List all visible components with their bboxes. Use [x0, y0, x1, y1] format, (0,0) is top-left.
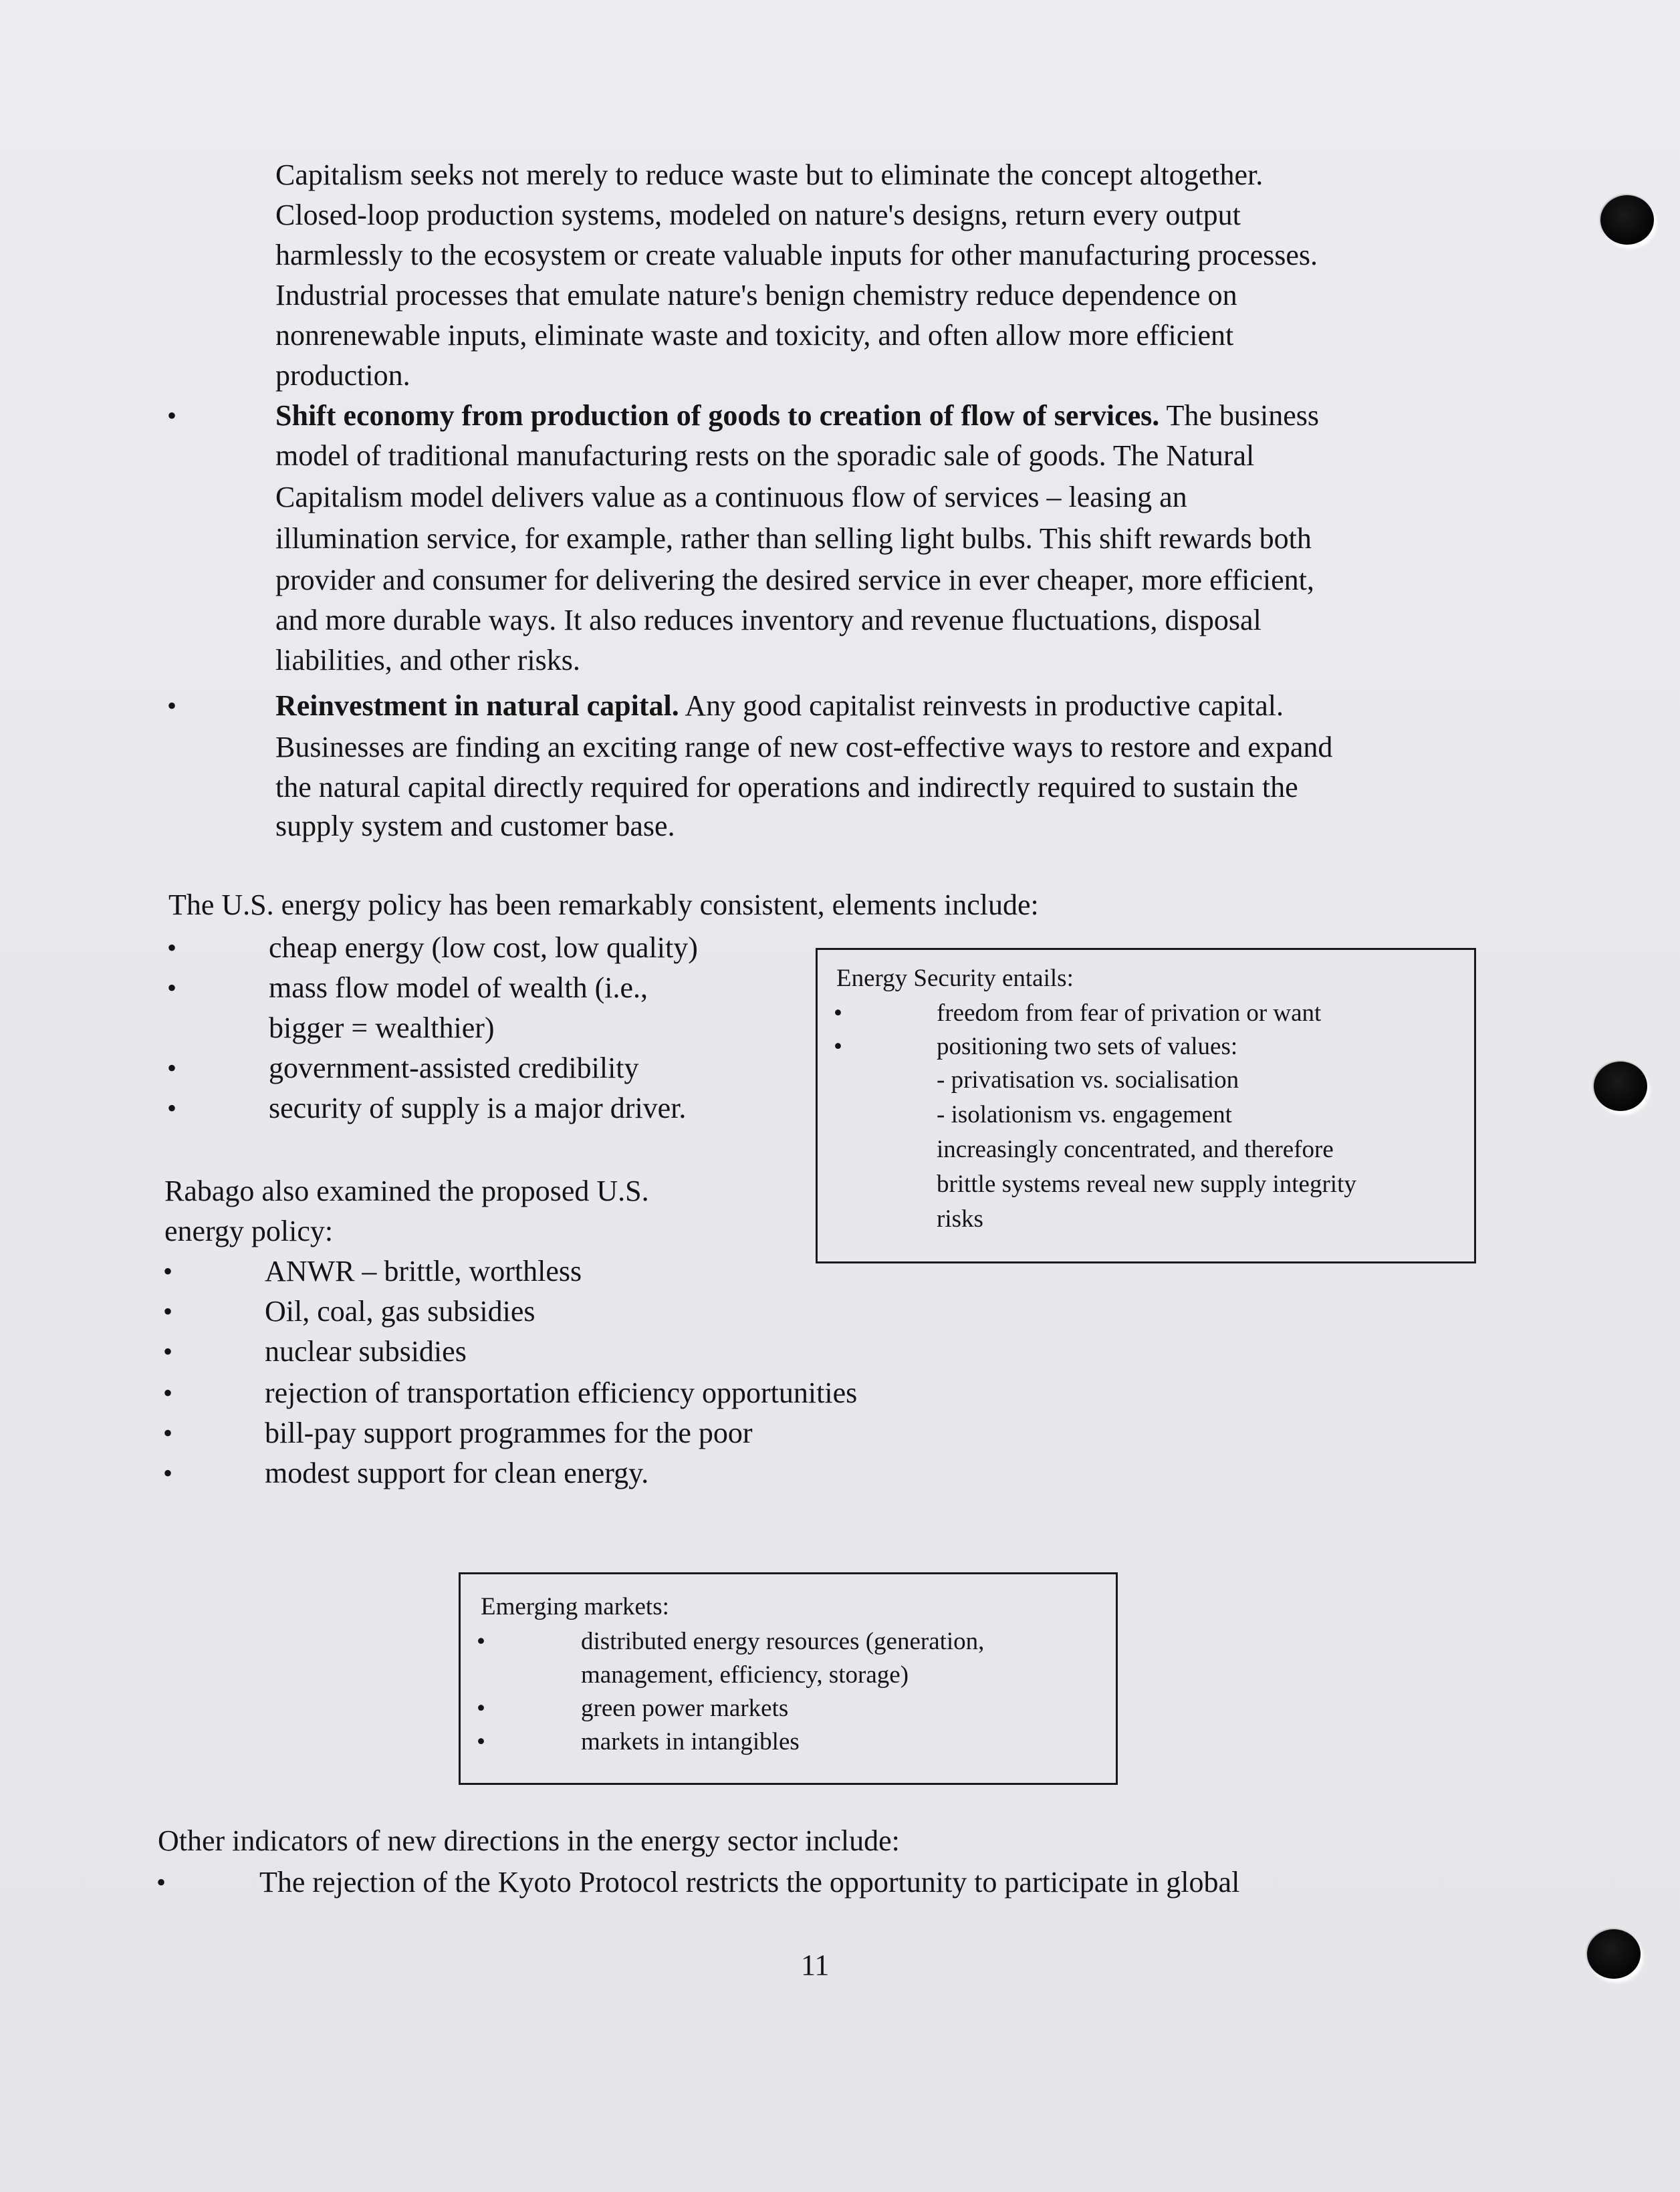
bullet-marker: •: [834, 999, 842, 1027]
bullet-text: Any good capitalist reinvests in productive capital.: [679, 689, 1284, 722]
bullet-marker: •: [167, 400, 177, 431]
bullet-marker: •: [163, 1336, 173, 1366]
text-line: and more durable ways. It also reduces inventory and revenue fluctuations, disposal: [275, 604, 1262, 636]
text-line: Capitalism model delivers value as a continuous flow of services – leasing an: [275, 481, 1187, 513]
binder-hole-middle: [1594, 1062, 1647, 1111]
text-line: Capitalism seeks not merely to reduce waste but to eliminate the concept altogether.: [275, 158, 1264, 191]
bullet-marker: •: [167, 1053, 177, 1083]
text-line: model of traditional manufacturing rests on the sporadic sale of goods. The Natural: [275, 439, 1255, 472]
box-line: green power markets: [581, 1695, 789, 1722]
list-item: bill-pay support programmes for the poor: [265, 1417, 753, 1449]
list-item: mass flow model of wealth (i.e.,: [269, 971, 648, 1004]
bullet-marker: •: [167, 973, 177, 1003]
list-item-continuation: bigger = wealthier): [269, 1011, 495, 1044]
section-intro: The U.S. energy policy has been remarkably consistent, elements include:: [168, 888, 1039, 921]
text-line: liabilities, and other risks.: [275, 644, 580, 677]
bullet-marker: •: [156, 1867, 166, 1897]
text-line: [275, 396, 1319, 436]
text-line: Businesses are finding an exciting range of new cost-effective ways to restore and expand: [275, 731, 1333, 763]
text-line: the natural capital directly required for operations and indirectly required to sustain the: [275, 771, 1298, 804]
box-line: distributed energy resources (generation,: [581, 1628, 985, 1655]
bullet-marker: •: [167, 933, 177, 963]
box-title: Emerging markets:: [481, 1593, 669, 1620]
box-line: positioning two sets of values:: [937, 1033, 1238, 1060]
page-number: 11: [801, 1949, 830, 1981]
bullet-marker: •: [477, 1628, 485, 1655]
list-item: Oil, coal, gas subsidies: [265, 1295, 535, 1328]
bullet-marker: •: [163, 1378, 173, 1408]
list-item: cheap energy (low cost, low quality): [269, 931, 698, 964]
bullet-marker: •: [163, 1458, 173, 1488]
box-line: management, efficiency, storage): [581, 1661, 909, 1689]
section-intro: energy policy:: [164, 1215, 334, 1247]
list-item: modest support for clean energy.: [265, 1457, 649, 1489]
box-title: Energy Security entails:: [836, 965, 1074, 992]
bullet-marker: •: [477, 1728, 485, 1755]
bullet-marker: •: [163, 1296, 173, 1326]
section-intro: Other indicators of new directions in the energy sector include:: [158, 1824, 900, 1857]
list-item: rejection of transportation efficiency opportunities: [265, 1376, 858, 1409]
binder-hole-top: [1600, 195, 1654, 245]
bullet-heading: Shift economy from production of goods to creation of flow of services.: [275, 399, 1160, 432]
binder-hole-bottom: [1587, 1929, 1641, 1979]
energy-security-box: [816, 948, 1476, 1263]
list-item: ANWR – brittle, worthless: [265, 1255, 582, 1288]
bullet-marker: •: [163, 1418, 173, 1448]
bullet-heading: Reinvestment in natural capital.: [275, 689, 679, 722]
list-item: nuclear subsidies: [265, 1335, 467, 1368]
text-line: Closed-loop production systems, modeled on nature's designs, return every output: [275, 199, 1241, 231]
list-item: government-assisted credibility: [269, 1052, 639, 1084]
box-line: brittle systems reveal new supply integrity: [937, 1171, 1356, 1198]
box-line: - isolationism vs. engagement: [937, 1101, 1232, 1128]
bullet-marker: •: [167, 691, 177, 721]
text-line: production.: [275, 359, 410, 392]
text-line: harmlessly to the ecosystem or create valuable inputs for other manufacturing processes.: [275, 239, 1318, 271]
text-line: nonrenewable inputs, eliminate waste and toxicity, and often allow more efficient: [275, 319, 1234, 352]
text-line: illumination service, for example, rather than selling light bulbs. This shift rewards both: [275, 522, 1312, 555]
bullet-marker: •: [167, 1093, 177, 1123]
box-line: increasingly concentrated, and therefore: [937, 1136, 1334, 1163]
text-line: supply system and customer base.: [275, 810, 675, 842]
box-line: - privatisation vs. socialisation: [937, 1066, 1239, 1094]
box-line: freedom from fear of privation or want: [937, 999, 1322, 1027]
list-item: security of supply is a major driver.: [269, 1092, 687, 1124]
text-line: provider and consumer for delivering the desired service in ever cheaper, more efficient,: [275, 564, 1314, 596]
bullet-marker: •: [834, 1033, 842, 1060]
bullet-marker: •: [163, 1256, 173, 1286]
box-line: risks: [937, 1205, 983, 1233]
text-line: [275, 686, 1284, 726]
text-line: Industrial processes that emulate nature's benign chemistry reduce dependence on: [275, 279, 1237, 312]
bullet-text: The business: [1159, 399, 1320, 432]
bullet-marker: •: [477, 1695, 485, 1722]
list-item: The rejection of the Kyoto Protocol restricts the opportunity to participate in global: [259, 1866, 1240, 1899]
section-intro: Rabago also examined the proposed U.S.: [164, 1175, 649, 1207]
box-line: markets in intangibles: [581, 1728, 800, 1755]
emerging-markets-box: [459, 1572, 1118, 1785]
